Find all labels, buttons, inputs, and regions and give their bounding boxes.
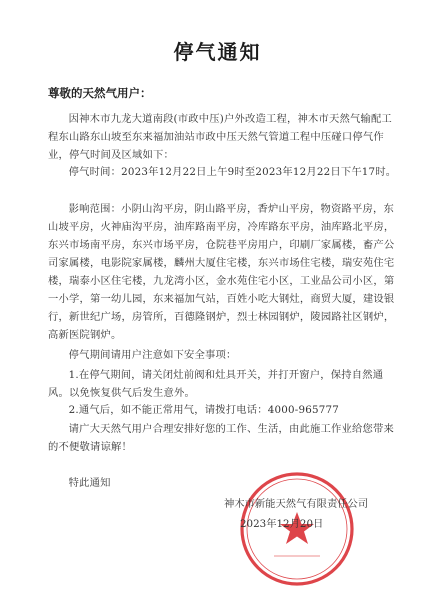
time-paragraph — [48, 163, 400, 181]
note-1: 1.在停气期间，请关闭灶前阀和灶具开关，并打开窗户，保持自然通风。以免恢复供气后发生意外。 — [48, 369, 384, 399]
notes-title: 停气期间请用户注意如下安全事项： — [68, 349, 237, 361]
scope-value: 小阴山沟平房，阴山路平房，香炉山平房，物资路平房，东山坡平房，火神庙沟平房，油库路南平房，冷库路东平房，油库路北平房，东兴市场南平房，东兴市场平房，仓院巷平房用户，印刷厂家属楼，畜产公司家属楼，电影院家属楼，麟州大厦住宅楼，东兴市场住宅楼，瑞安苑住宅楼，瑞泰小区住宅楼，九龙湾小区，金水苑住宅小区，工业品公司小区，第一小学，第一幼儿园，东来福加气站，百姓小吃大钢灶，商贸大厦，建设银行，新世纪广场，房管所，百德隆钢炉，烈士林园钢炉，陵园路社区钢炉，高新医院钢炉。 — [48, 203, 395, 341]
apology-paragraph — [48, 420, 400, 456]
closing-text: 特此通知 — [68, 477, 111, 489]
time-value: 2023年12月22日上午9时至2023年12月22日下午17时。 — [121, 166, 397, 178]
page-title: 停气通知 — [173, 40, 262, 64]
notes-title-paragraph — [48, 346, 400, 364]
signature-block — [224, 494, 368, 534]
note-2-paragraph — [48, 401, 400, 419]
greeting: 尊敬的天然气用户： — [48, 86, 152, 100]
intro-paragraph — [48, 110, 400, 164]
note-1-paragraph — [48, 366, 400, 402]
signature-company: 神木市新能天然气有限责任公司 — [224, 498, 369, 510]
scope-label: 影响范围： — [68, 203, 122, 215]
signature-date: 2023年12月20日 — [240, 518, 324, 530]
note-2: 2.通气后，如不能正常用气，请拨打电话：4000-965777 — [68, 404, 339, 416]
scope-text — [48, 200, 400, 344]
apology-text: 请广大天然气用户合理安排好您的工作、生活，由此施工作业给您带来的不便敬请谅解！ — [48, 423, 394, 453]
intro-text: 因神木市九龙大道南段(市政中压)户外改造工程，神木市天然气输配工程东山路东山坡至东来福加油站市政中压天然气管道工程中压碰口停气作业，停气时间及区域如下： — [48, 113, 392, 161]
time-label: 停气时间： — [68, 166, 122, 178]
time-text — [48, 163, 400, 181]
scope-paragraph — [48, 200, 400, 344]
